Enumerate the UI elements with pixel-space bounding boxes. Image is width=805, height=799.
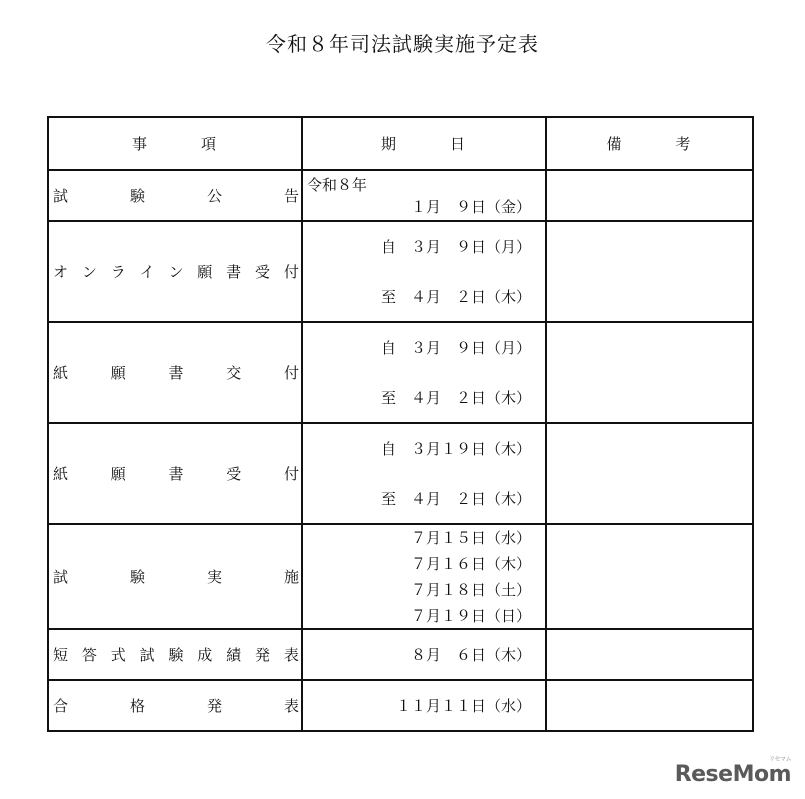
date-cell	[302, 629, 546, 680]
date-line: ７月１９日（日）	[410, 606, 531, 625]
item-char: 付	[283, 465, 299, 483]
item-char: 表	[283, 697, 299, 715]
item-char: 願	[110, 364, 126, 382]
table-row	[48, 170, 753, 221]
table-row	[48, 423, 753, 524]
item-char: 書	[226, 263, 242, 281]
date-line: 至 ４月 ２日（木）	[380, 489, 531, 508]
date-cell	[302, 170, 546, 221]
note-cell	[546, 524, 753, 629]
date-line: 至 ４月 ２日（木）	[380, 388, 531, 407]
item-char: 答	[81, 646, 97, 664]
item-label	[49, 566, 301, 587]
item-char: 合	[53, 697, 69, 715]
year-prefix: 令和８年	[307, 176, 368, 194]
date-line: ８月 ６日（木）	[410, 646, 531, 664]
date-line: ７月１８日（土）	[410, 580, 531, 599]
item-cell	[48, 629, 302, 680]
item-char: 式	[110, 646, 126, 664]
item-char: 交	[226, 364, 242, 382]
item-cell	[48, 524, 302, 629]
item-char: 験	[168, 646, 184, 664]
note-cell	[546, 322, 753, 423]
item-char: 願	[110, 465, 126, 483]
table-row	[48, 629, 753, 680]
table-row	[48, 680, 753, 731]
item-char: 発	[206, 697, 222, 715]
item-char: 試	[53, 568, 69, 586]
item-char: 付	[283, 263, 299, 281]
date-stack	[303, 222, 545, 321]
item-label	[49, 695, 301, 716]
item-cell	[48, 221, 302, 322]
item-char: 験	[129, 187, 145, 205]
item-cell	[48, 170, 302, 221]
page-title: 令和８年司法試験実施予定表	[266, 32, 539, 56]
item-char: 格	[129, 697, 145, 715]
date-stack	[303, 525, 545, 628]
date-line: 自 ３月 ９日（月）	[380, 339, 531, 358]
item-char: 発	[255, 646, 271, 664]
item-cell	[48, 322, 302, 423]
date-line: １月 ９日（金）	[410, 198, 531, 216]
date-stack	[303, 323, 545, 422]
item-char: 受	[226, 465, 242, 483]
item-char: イ	[139, 263, 155, 281]
item-char: 願	[197, 263, 213, 281]
date-line: 自 ３月 ９日（月）	[380, 238, 531, 257]
date-stack	[303, 424, 545, 523]
item-cell	[48, 423, 302, 524]
header-note: 備 考	[546, 117, 753, 170]
item-char: 試	[139, 646, 155, 664]
note-cell	[546, 629, 753, 680]
date-line: 至 ４月 ２日（木）	[380, 287, 531, 306]
date-stack	[303, 171, 545, 220]
note-cell	[546, 170, 753, 221]
item-char: 告	[283, 187, 299, 205]
header-date: 期 日	[302, 117, 546, 170]
item-char: ン	[81, 263, 97, 281]
item-char: 書	[168, 364, 184, 382]
item-char: 績	[226, 646, 242, 664]
table-row	[48, 322, 753, 423]
date-stack	[303, 630, 545, 679]
item-cell	[48, 680, 302, 731]
item-char: 付	[283, 364, 299, 382]
date-cell	[302, 423, 546, 524]
item-char: 験	[129, 568, 145, 586]
item-label	[49, 644, 301, 665]
item-char: 紙	[53, 465, 69, 483]
date-line: ７月１５日（水）	[410, 529, 531, 548]
table-row	[48, 524, 753, 629]
resemom-logo: ReseMom リセマム	[674, 756, 791, 787]
item-char: 紙	[53, 364, 69, 382]
date-cell	[302, 221, 546, 322]
item-char: オ	[53, 263, 69, 281]
item-char: ラ	[110, 263, 126, 281]
note-cell	[546, 221, 753, 322]
date-stack	[303, 681, 545, 730]
schedule-table	[47, 116, 754, 732]
note-cell	[546, 680, 753, 731]
item-label	[49, 185, 301, 206]
date-cell	[302, 524, 546, 629]
item-char: 成	[197, 646, 213, 664]
item-label	[49, 362, 301, 383]
table-row	[48, 221, 753, 322]
item-char: ン	[168, 263, 184, 281]
date-cell	[302, 322, 546, 423]
item-char: 施	[283, 568, 299, 586]
table-header-row	[48, 117, 753, 170]
item-char: 試	[53, 187, 69, 205]
item-char: 書	[168, 465, 184, 483]
table-body	[48, 170, 753, 731]
date-line: 自 ３月１９日（木）	[380, 440, 531, 459]
note-cell	[546, 423, 753, 524]
date-cell	[302, 680, 546, 731]
header-item: 事 項	[48, 117, 302, 170]
item-char: 公	[206, 187, 222, 205]
date-line: １１月１１日（水）	[395, 697, 531, 715]
item-char: 受	[255, 263, 271, 281]
item-char: 実	[206, 568, 222, 586]
item-char: 短	[53, 646, 69, 664]
item-char: 表	[283, 646, 299, 664]
date-line: ７月１６日（木）	[410, 555, 531, 574]
item-label	[49, 463, 301, 484]
item-label	[49, 261, 301, 282]
